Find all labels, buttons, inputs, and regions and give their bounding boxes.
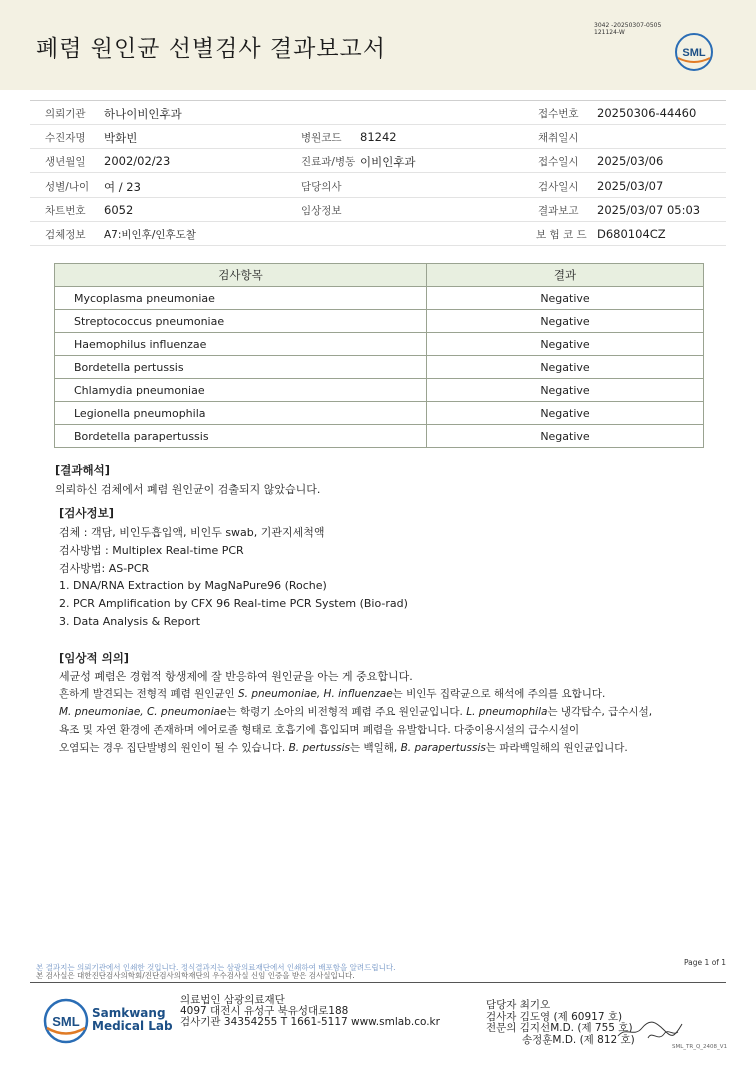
report-date-value: 2025/03/07 05:03 [597, 203, 701, 217]
sml-footer-logo-text: SML [52, 1014, 80, 1029]
birth-date-value: 2002/02/23 [104, 154, 171, 168]
column-header-item: 검사항목 [55, 264, 427, 287]
table-row [55, 310, 704, 333]
column-header-result: 결과 [427, 264, 704, 287]
staff-examiner: 검사자 김도영 (제 60917 호) [486, 1010, 623, 1023]
clinical-significance-line-1: 세균성 폐렴은 경험적 항생제에 잘 반응하여 원인균을 아는 게 중요합니다. [59, 670, 413, 683]
org-name: 의료법인 삼광의료재단 [180, 994, 285, 1006]
test-info-method-1: 검사방법 : Multiplex Real-time PCR [59, 544, 244, 557]
line-5-text-b: 는 백일해, [349, 742, 401, 754]
test-info-step-2: 2. PCR Amplification by CFX 96 Real-time PCR System (Bio-rad) [59, 597, 408, 610]
test-item: Haemophilus influenzae [55, 333, 427, 356]
info-row-4 [30, 173, 726, 198]
document-code [594, 22, 661, 36]
line-3-text-b: 는 냉각탑수, 급수시설, [547, 706, 653, 718]
line-3-organisms-1: M. pneumoniae, C. pneumoniae [59, 706, 227, 718]
table-row [55, 287, 704, 310]
test-item: Chlamydia pneumoniae [55, 379, 427, 402]
receipt-no-label: 접수번호 [538, 108, 579, 120]
line-2-text-a: 흔하게 발견되는 전형적 폐렴 원인균인 [59, 688, 238, 700]
chart-no-value: 6052 [104, 203, 134, 217]
test-info-method-2: 검사방법: AS-PCR [59, 562, 150, 575]
chart-no-label: 차트번호 [45, 205, 86, 217]
interpretation-text: 의뢰하신 검체에서 폐렴 원인균이 검출되지 않았습니다. [55, 483, 321, 496]
info-row-1 [30, 100, 726, 125]
test-date-label: 검사일시 [538, 181, 579, 193]
line-5-text-c: 는 파라백일해의 원인균입니다. [485, 742, 628, 754]
test-result: Negative [427, 402, 704, 425]
footer-notice-print: 본 결과지는 의뢰기관에서 인쇄한 것입니다. 정식결과지는 삼광의료재단에서 인쇄하여 배포함을 알려드립니다. [36, 963, 396, 972]
patient-name-label: 수진자명 [45, 132, 86, 144]
form-code: SML_TR_Q_2408_V1 [672, 1044, 728, 1050]
specimen-label: 검체정보 [45, 229, 86, 241]
institution-value: 하나이비인후과 [104, 107, 182, 121]
receipt-no-value: 20250306-44460 [597, 106, 697, 120]
department-value: 이비인후과 [360, 155, 416, 169]
collection-date-label: 채취일시 [538, 132, 579, 144]
brand-line-1: Samkwang [92, 1006, 166, 1020]
results-table [54, 263, 704, 448]
test-date-value: 2025/03/07 [597, 179, 664, 193]
report-title: 폐렴 원인균 선별검사 결과보고서 [36, 36, 386, 62]
brand-line-2: Medical Lab [92, 1019, 173, 1033]
table-row [55, 356, 704, 379]
doctor-label: 담당의사 [301, 181, 342, 193]
test-item: Bordetella parapertussis [55, 425, 427, 448]
test-result: Negative [427, 425, 704, 448]
clinical-significance-line-3 [59, 704, 652, 719]
patient-name-value: 박화빈 [104, 131, 138, 145]
signature-icon [612, 1008, 688, 1048]
info-row-2 [30, 124, 726, 149]
table-row [55, 402, 704, 425]
line-5-text-a: 오염되는 경우 집단발병의 원인이 될 수 있습니다. [59, 742, 289, 754]
receipt-date-label: 접수일시 [538, 156, 579, 168]
clinical-significance-line-5 [59, 740, 628, 755]
line-5-organisms-2: B. parapertussis [400, 742, 486, 754]
table-row [55, 425, 704, 448]
line-5-organisms-1: B. pertussis [288, 742, 350, 754]
line-2-text-b: 는 비인두 집락균으로 해석에 주의를 요합니다. [392, 688, 606, 700]
table-row [55, 379, 704, 402]
info-row-6 [30, 221, 726, 246]
test-info-specimen: 검체 : 객담, 비인두흡입액, 비인두 swab, 기관지세척액 [59, 526, 325, 539]
clinical-significance-line-4: 욕조 및 자연 환경에 존재하며 에어로졸 형태로 호흡기에 흡입되며 폐렴을 유발합니다. 다중이용시설의 급수시설이 [59, 724, 580, 736]
test-info-heading: [검사정보] [59, 506, 114, 520]
specimen-value: A7:비인후/인후도찰 [104, 229, 196, 241]
test-result: Negative [427, 356, 704, 379]
footer-notice-certification: 본 검사실은 대한진단검사의학회/진단검사의학재단의 우수검사실 신임 인증을 받은 검사실입니다. [36, 971, 355, 980]
insurance-code-label: 보 험 코 드 [536, 229, 587, 241]
sml-logo-icon [674, 32, 714, 72]
test-result: Negative [427, 310, 704, 333]
org-contact: 검사기관 34354255 T 1661-5117 www.smlab.co.kr [180, 1016, 440, 1028]
info-row-5 [30, 197, 726, 222]
receipt-date-value: 2025/03/06 [597, 154, 664, 168]
test-result: Negative [427, 333, 704, 356]
test-item: Streptococcus pneumoniae [55, 310, 427, 333]
test-item: Bordetella pertussis [55, 356, 427, 379]
staff-manager: 담당자 최기오 [486, 999, 551, 1011]
hospital-code-label: 병원코드 [301, 132, 342, 144]
hospital-code-value: 81242 [360, 130, 397, 144]
insurance-code-value: D680104CZ [597, 227, 666, 241]
organization-info [180, 995, 440, 1028]
footer-divider [30, 982, 726, 983]
clinical-info-label: 임상정보 [301, 205, 342, 217]
brand-name [92, 1007, 173, 1033]
clinical-significance-line-2 [59, 686, 605, 701]
test-result: Negative [427, 379, 704, 402]
line-3-text-a: 는 학령기 소아의 비전형적 폐렴 주요 원인균입니다. [226, 706, 467, 718]
test-info-step-1: 1. DNA/RNA Extraction by MagNaPure96 (Roche) [59, 579, 327, 592]
results-header-row [55, 264, 704, 287]
department-label: 진료과/병동 [301, 156, 356, 168]
report-date-label: 결과보고 [538, 205, 579, 217]
sml-footer-logo-icon [42, 997, 90, 1045]
document-code-line-2: 121124-W [594, 29, 625, 36]
test-info-step-3: 3. Data Analysis & Report [59, 615, 201, 628]
birth-date-label: 생년월일 [45, 156, 86, 168]
table-row [55, 333, 704, 356]
test-result: Negative [427, 287, 704, 310]
sex-age-label: 성별/나이 [45, 181, 90, 193]
line-3-organisms-2: L. pneumophila [466, 706, 548, 718]
page-number: Page 1 of 1 [684, 958, 727, 967]
interpretation-heading: [결과해석] [55, 463, 110, 477]
org-address: 4097 대전시 유성구 북유성대로188 [180, 1005, 349, 1017]
test-item: Mycoplasma pneumoniae [55, 287, 427, 310]
line-2-organisms: S. pneumoniae, H. influenzae [237, 688, 393, 700]
test-item: Legionella pneumophila [55, 402, 427, 425]
staff-specialist-2: 송정훈M.D. (제 812 호) [522, 1033, 635, 1046]
sex-age-value: 여 / 23 [104, 180, 141, 194]
clinical-significance-heading: [임상적 의의] [59, 651, 130, 665]
institution-label: 의뢰기관 [45, 108, 86, 120]
sml-logo-text: SML [682, 47, 706, 59]
staff-specialist-1: 전문의 김지선M.D. (제 755 호) [486, 1022, 633, 1034]
document-code-line-1: 3042 -20250307-0505 [594, 22, 662, 29]
info-row-3 [30, 148, 726, 173]
